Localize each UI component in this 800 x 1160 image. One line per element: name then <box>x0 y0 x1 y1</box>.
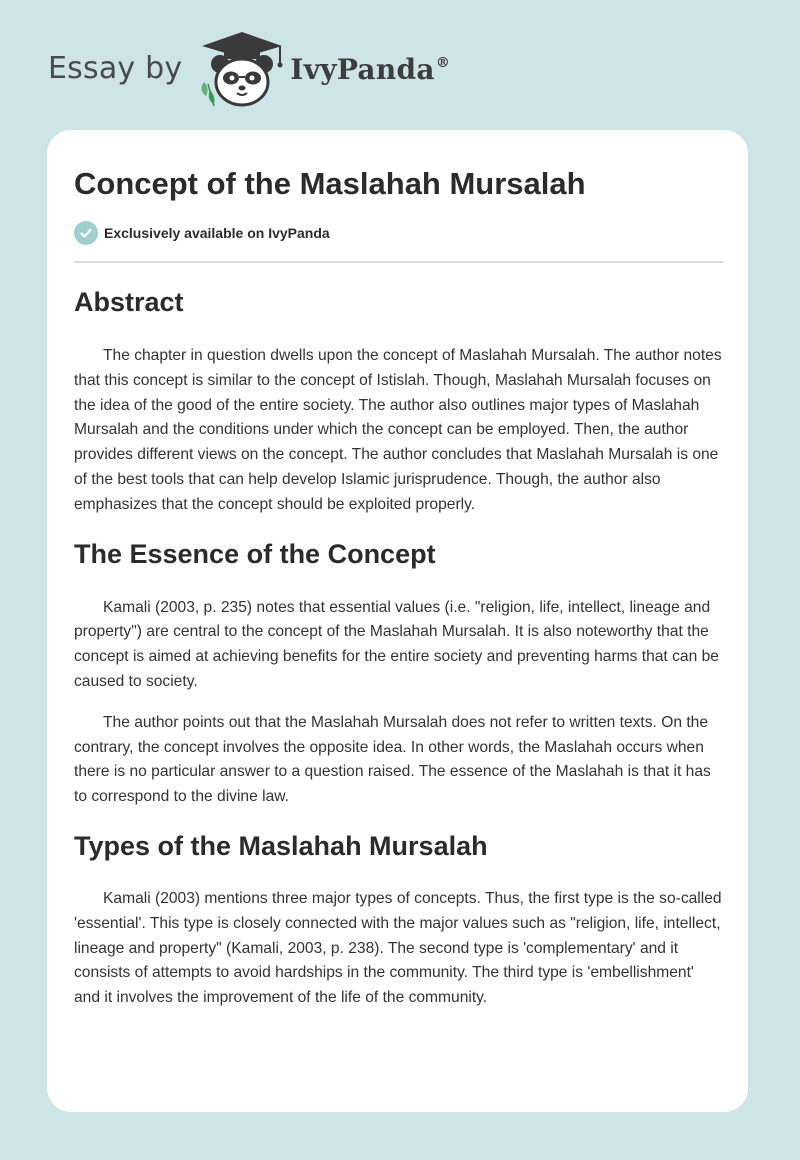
essay-card <box>47 130 748 1112</box>
brand-name <box>290 53 450 86</box>
page-title: Concept of the Maslahah Mursalah <box>74 166 586 201</box>
check-icon <box>74 221 98 245</box>
registered-mark: ® <box>435 54 451 71</box>
paragraph: The author points out that the Maslahah Mursalah does not refer to written texts. On the contrary, the concept involves the opposite idea. In other words, the Maslahah occurs when there is no particular answer to a question raised. The essence of the Maslahah is that it has to correspond to the divine law. <box>74 713 711 806</box>
site-header <box>48 30 450 114</box>
title-divider <box>74 261 723 263</box>
paragraph: Kamali (2003, p. 235) notes that essential values (i.e. "religion, life, intellect, lineage and property") are central to the concept of the Maslahah Mursalah. It is also noteworthy that the concept is aimed at achieving benefits for the entire society and preventing harms that can be caused to society. <box>74 598 719 690</box>
badge-label: Exclusively available on IvyPanda <box>104 225 330 241</box>
panda-mascot-icon <box>196 30 288 110</box>
paragraph: The chapter in question dwells upon the concept of Maslahah Mursalah. The author notes that this concept is similar to the concept of Istislah. Though, Maslahah Mursalah focuses on the idea of the good of the entire society. The author also outlines major types of Maslahah Mursalah and the conditions under which the concept can be employed. Then, the author provides different views on the concept. The author concludes that Maslahah Mursalah is one of the best tools that can help develop Islamic jurisprudence. Though, the author also emphasizes that the concept should be exploited properly. <box>74 347 722 513</box>
section-abstract <box>74 280 723 518</box>
section-types <box>74 824 723 1011</box>
paragraph: Kamali (2003) mentions three major types of concepts. Thus, the first type is the so-called 'essential'. This type is closely connected with the major values such as "religion, life, intellect, lineage and property" (Kamali, 2003, p. 238). The second type is 'complementary' and it consists of attempts to avoid hardships in the community. The third type is 'embellishment' and it involves the improvement of the life of the community. <box>74 889 722 1007</box>
section-heading: The Essence of the Concept <box>74 538 436 569</box>
section-heading: Types of the Maslahah Mursalah <box>74 830 488 861</box>
brand-text: IvyPanda <box>290 52 435 86</box>
essay-by-label: Essay by <box>48 50 183 86</box>
section-heading: Abstract <box>74 287 184 317</box>
essay-body <box>74 280 723 1011</box>
exclusive-badge <box>74 221 330 245</box>
section-essence <box>74 532 723 810</box>
